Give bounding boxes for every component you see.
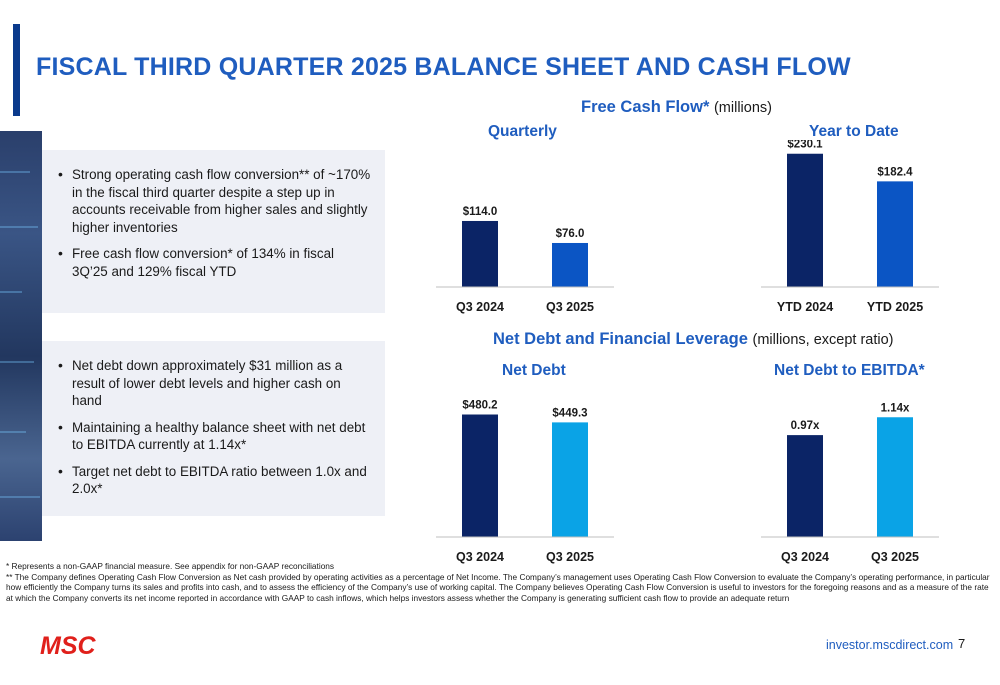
- net-debt-heading: [493, 330, 894, 349]
- balance-sheet-summary-panel: [42, 341, 385, 516]
- ytd-fcf-chart: [750, 140, 950, 322]
- bullet-item: • Strong operating cash flow conversion** of ~170% in the fiscal third quarter despite a step up in accounts receivable from higher sales and slightly higher inventories: [56, 166, 371, 236]
- category-label: YTD 2024: [776, 300, 834, 314]
- page-title: FISCAL THIRD QUARTER 2025 BALANCE SHEET AND CASH FLOW: [36, 53, 851, 81]
- net-debt-chart: [425, 400, 625, 568]
- category-label: Q3 2024: [456, 550, 504, 564]
- data-label: 0.97x: [790, 420, 820, 433]
- investor-site-link[interactable]: investor.mscdirect.com: [826, 638, 954, 652]
- data-label: $114.0: [462, 205, 498, 218]
- title-accent-bar: [13, 24, 20, 116]
- category-label: Q3 2024: [781, 550, 829, 564]
- msc-logo: [40, 632, 104, 658]
- section-title-text: Free Cash Flow*: [581, 98, 710, 116]
- bar-q3-2024: [462, 221, 498, 287]
- bar-ytd-2025: [877, 181, 913, 287]
- bar-q3-2025: [877, 417, 913, 537]
- data-label: $480.2: [462, 400, 498, 412]
- quarterly-fcf-chart: [425, 140, 625, 322]
- data-label: $182.4: [877, 166, 913, 179]
- footnote: * Represents a non-GAAP financial measure. See appendix for non-GAAP reconciliations: [6, 561, 335, 571]
- chart-title-net-debt-ebitda: Net Debt to EBITDA*: [774, 362, 925, 379]
- section-title-text: Net Debt and Financial Leverage: [493, 330, 748, 348]
- footnote: ** The Company defines Operating Cash Flow Conversion as Net cash provided by operating activities as a percentage of Net Income. The Company’s management uses Operating Cash Flow Conversion to evaluate the Company’s operating performance, in particular how efficiently the Company turns its sales and profits into cash, and to assess the efficiency of the Company’s use of working capital. The Company believes Operating Cash Flow Conversion is useful to investors for the foregoing reasons and as a measure of the rate at which the Company converts its net income reported in accordance with GAAP to cash inflows, which helps investors assess whether the Company is generating sufficient cash flow to provide an adequate return: [6, 571, 990, 603]
- data-label: 1.14x: [880, 402, 910, 415]
- cash-flow-summary-panel: [42, 150, 385, 313]
- chart-title-net-debt: Net Debt: [502, 362, 566, 379]
- data-label: $76.0: [555, 227, 585, 240]
- data-label: $230.1: [787, 140, 823, 151]
- free-cash-flow-heading: [581, 98, 772, 117]
- bar-q3-2025: [552, 422, 588, 537]
- category-label: Q3 2025: [871, 550, 919, 564]
- bar-ytd-2024: [787, 154, 823, 287]
- net-debt-ebitda-chart: [750, 400, 950, 568]
- category-label: Q3 2025: [546, 550, 594, 564]
- category-label: YTD 2025: [866, 300, 924, 314]
- category-label: Q3 2024: [456, 300, 504, 314]
- footnotes: [6, 561, 994, 603]
- bar-q3-2024: [787, 435, 823, 537]
- logo-text: MSC: [40, 632, 96, 658]
- chart-title-quarterly: Quarterly: [488, 123, 557, 140]
- bar-q3-2025: [552, 243, 588, 287]
- bar-q3-2024: [462, 415, 498, 538]
- bullet-item: • Free cash flow conversion* of 134% in fiscal 3Q’25 and 129% fiscal YTD: [56, 245, 371, 280]
- section-unit: (millions, except ratio): [752, 332, 894, 348]
- chart-title-ytd: Year to Date: [809, 123, 899, 140]
- background-image-strip: [0, 131, 42, 541]
- bullet-item: • Target net debt to EBITDA ratio between 1.0x and 2.0x*: [56, 463, 371, 498]
- bullet-item: • Net debt down approximately $31 million as a result of lower debt levels and higher cash on hand: [56, 357, 371, 410]
- category-label: Q3 2025: [546, 300, 594, 314]
- bullet-item: • Maintaining a healthy balance sheet with net debt to EBITDA currently at 1.14x*: [56, 419, 371, 454]
- section-unit: (millions): [713, 100, 772, 116]
- page-number: 7: [958, 636, 966, 651]
- data-label: $449.3: [552, 407, 588, 420]
